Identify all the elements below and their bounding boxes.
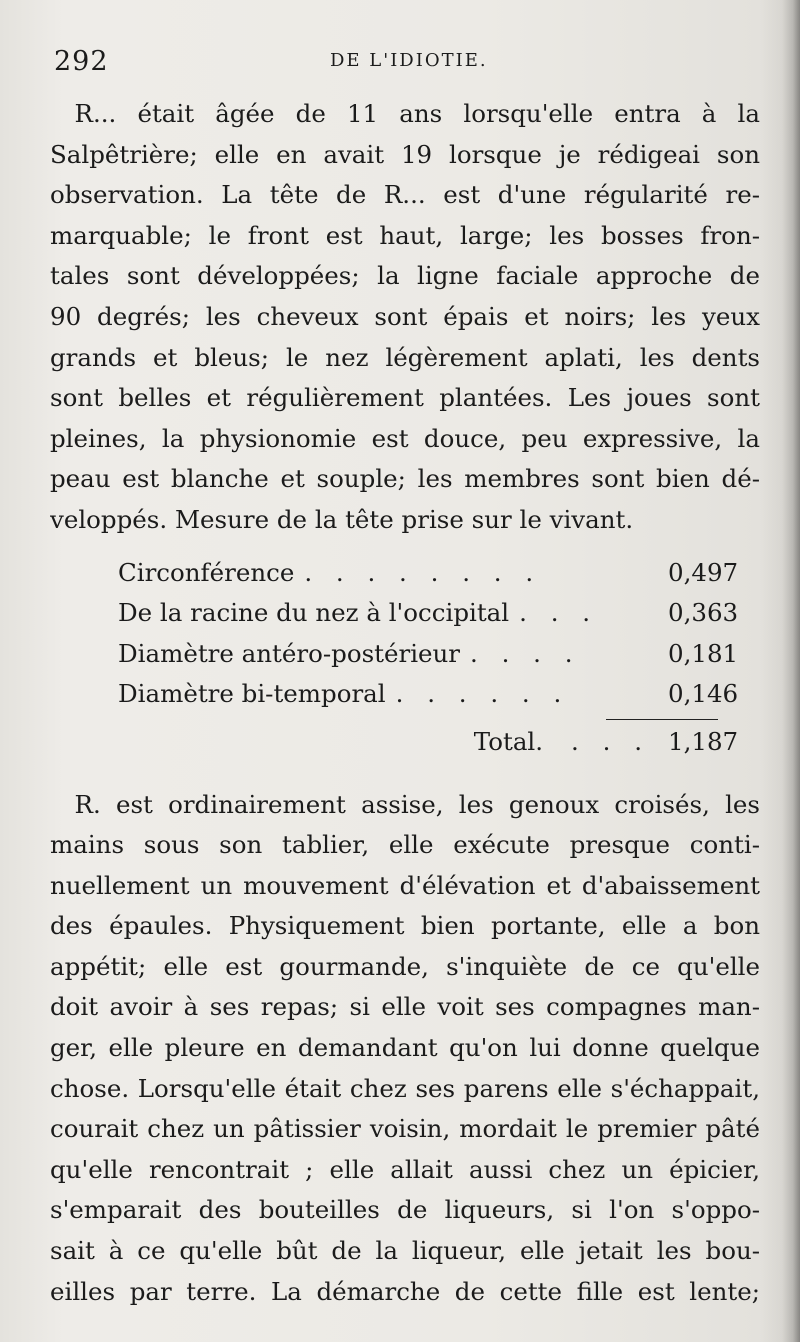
text-line: observation. La tête de R... est d'une régularité re- [50, 180, 760, 210]
leader-dots: . . . [571, 726, 650, 756]
paragraph-1 [50, 94, 760, 541]
text-line: s'emparait des bouteilles de liqueurs, si l'on s'oppo- [50, 1195, 760, 1225]
text-line: 90 degrés; les cheveux sont épais et noirs; les yeux [50, 301, 760, 331]
measurement-row [118, 674, 768, 715]
measurement-value: 0,146 [668, 679, 739, 709]
text-line: peau est blanche et souple; les membres sont bien dé- [50, 464, 760, 494]
measurement-label: Circonférence [118, 557, 295, 587]
text-line: appétit; elle est gourmande, s'inquiète de ce qu'elle [50, 951, 760, 981]
text-line: pleines, la physionomie est douce, peu expressive, la [50, 423, 760, 453]
leader-dots: . . . . [470, 638, 581, 668]
text-line: sont belles et régulièrement plantées. Les joues sont [50, 383, 760, 413]
leader-dots: . . . . . . [395, 679, 570, 709]
text-line: qu'elle rencontrait ; elle allait aussi chez un épicier, [50, 1154, 760, 1184]
measurement-label: De la racine du nez à l'occipital [118, 598, 510, 628]
page-edge-shadow [782, 0, 800, 1342]
head-measurements-table [118, 553, 768, 763]
running-title: DE L'IDIOTIE. [330, 50, 488, 71]
text-line: R. est ordinairement assise, les genoux croisés, les [50, 789, 760, 819]
measurement-total-row [118, 720, 768, 763]
page-header [50, 34, 760, 94]
measurement-value: 0,181 [668, 638, 739, 668]
text-line: eilles par terre. La démarche de cette fille est lente; [50, 1276, 760, 1306]
text-line: chose. Lorsqu'elle était chez ses parens elle s'échappait, [50, 1073, 760, 1103]
text-line: sait à ce qu'elle bût de la liqueur, elle jetait les bou- [50, 1236, 760, 1266]
text-line: grands et bleus; le nez légèrement aplati, les dents [50, 342, 760, 372]
measurement-row [118, 634, 768, 675]
text-line: marquable; le front est haut, large; les bosses fron- [50, 220, 760, 250]
total-value: 1,187 [668, 726, 739, 756]
measurement-value: 0,363 [668, 598, 739, 628]
text-line: des épaules. Physiquement bien portante, elle a bon [50, 911, 760, 941]
measurement-label: Diamètre bi-temporal [118, 679, 386, 709]
leader-dots: . . . . . . . . [304, 557, 542, 587]
measurement-row [118, 593, 768, 634]
paragraph-2 [50, 785, 760, 1313]
text-line: nuellement un mouvement d'élévation et d'abaissement [50, 870, 760, 900]
measurement-row [118, 553, 768, 594]
text-line: doit avoir à ses repas; si elle voit ses compagnes man- [50, 992, 760, 1022]
text-line: tales sont développées; la ligne faciale approche de [50, 261, 760, 291]
text-line: veloppés. Mesure de la tête prise sur le vivant. [50, 504, 634, 534]
measurement-value: 0,497 [668, 557, 739, 587]
total-label: Total. [473, 726, 544, 756]
text-line: ger, elle pleure en demandant qu'on lui donne quelque [50, 1033, 760, 1063]
text-line: courait chez un pâtissier voisin, mordait le premier pâté [50, 1114, 760, 1144]
page-number: 292 [54, 46, 109, 77]
text-line: Salpêtrière; elle en avait 19 lorsque je rédigeai son [50, 139, 760, 169]
text-line: R... était âgée de 11 ans lorsqu'elle entra à la [50, 99, 760, 128]
leader-dots: . . . [519, 598, 599, 628]
measurement-label: Diamètre antéro-postérieur [118, 638, 461, 668]
text-line: mains sous son tablier, elle exécute presque conti- [50, 830, 760, 860]
